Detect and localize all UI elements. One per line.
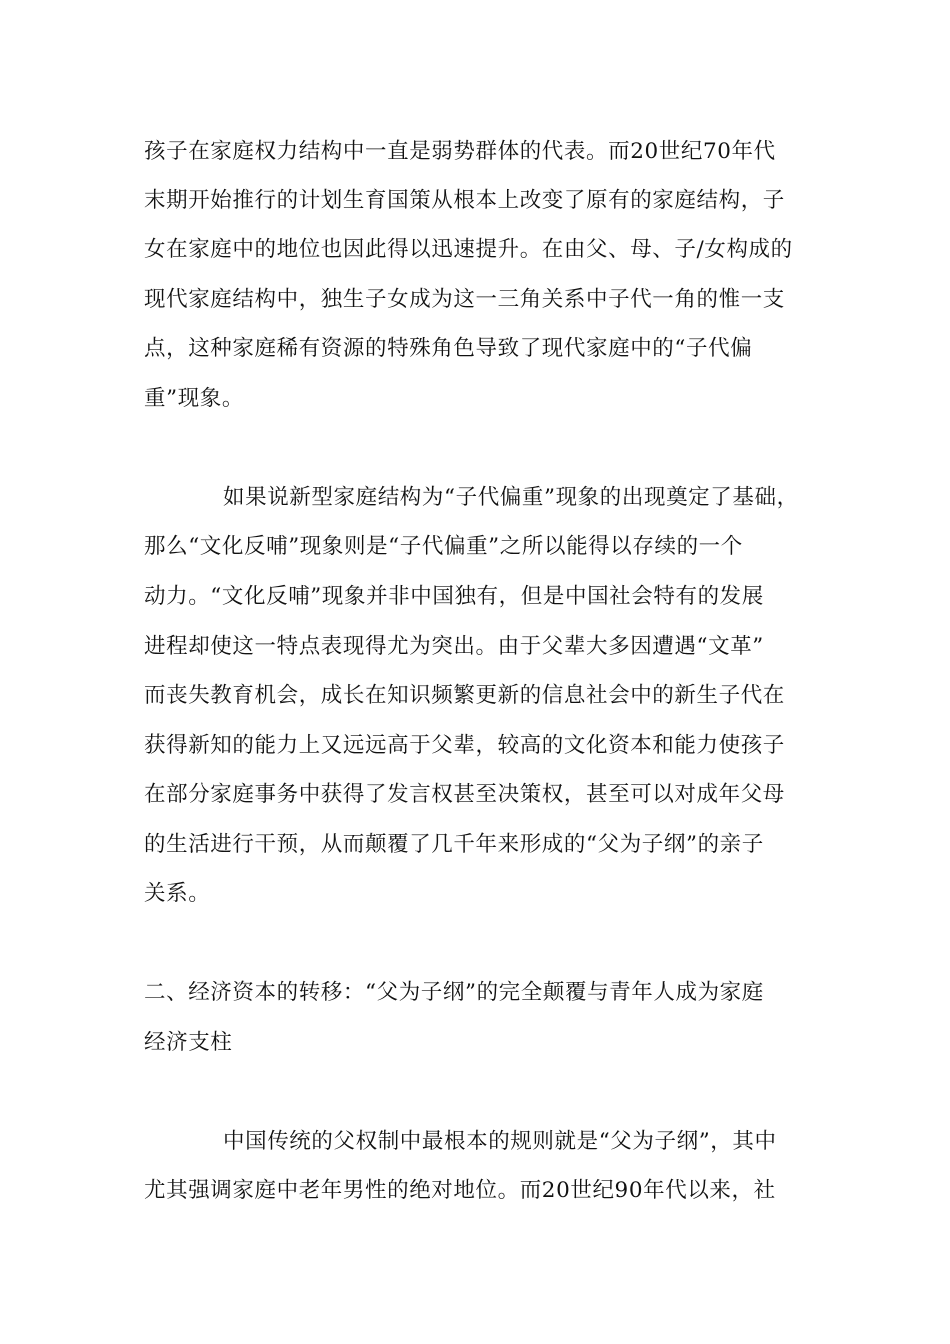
- paragraph-line: 而丧失教育机会，成长在知识频繁更新的信息社会中的新生子代在: [144, 683, 785, 708]
- paragraph-line: 现代家庭结构中，独生子女成为这一三角关系中子代一角的惟一支: [144, 287, 785, 312]
- paragraph-line: 末期开始推行的计划生育国策从根本上改变了原有的家庭结构，子: [144, 188, 785, 213]
- paragraph-line: 获得新知的能力上又远远高于父辈，较高的文化资本和能力使孩子: [144, 733, 785, 758]
- paragraph-line: 点，这种家庭稀有资源的特殊角色导致了现代家庭中的“子代偏: [144, 336, 753, 361]
- paragraph-line: 尤其强调家庭中老年男性的绝对地位。而20世纪90年代以来，社: [144, 1178, 776, 1203]
- paragraph-line: 如果说新型家庭结构为“子代偏重”现象的出现奠定了基础，: [223, 485, 799, 510]
- paragraph-line: 女在家庭中的地位也因此得以迅速提升。在由父、母、子/女构成的: [144, 237, 793, 262]
- paragraph-line: 孩子在家庭权力结构中一直是弱势群体的代表。而20世纪70年代: [144, 139, 776, 164]
- paragraph-line: 进程却使这一特点表现得尤为突出。由于父辈大多因遭遇“文革”: [144, 634, 764, 659]
- paragraph-line: 中国传统的父权制中最根本的规则就是“父为子纲”，其中: [223, 1129, 777, 1154]
- heading-line: 经济支柱: [144, 1030, 233, 1055]
- heading-line: 二、经济资本的转移：“父为子纲”的完全颠覆与青年人成为家庭: [144, 980, 764, 1005]
- paragraph-line: 关系。: [144, 881, 211, 906]
- paragraph-line: 动力。“文化反哺”现象并非中国独有，但是中国社会特有的发展: [144, 584, 764, 609]
- paragraph-line: 的生活进行干预，从而颠覆了几千年来形成的“父为子纲”的亲子: [144, 832, 764, 857]
- paragraph-line: 那么“文化反哺”现象则是“子代偏重”之所以能得以存续的一个: [144, 534, 743, 559]
- paragraph-line: 在部分家庭事务中获得了发言权甚至决策权，甚至可以对成年父母: [144, 782, 785, 807]
- paragraph-line: 重”现象。: [144, 386, 244, 411]
